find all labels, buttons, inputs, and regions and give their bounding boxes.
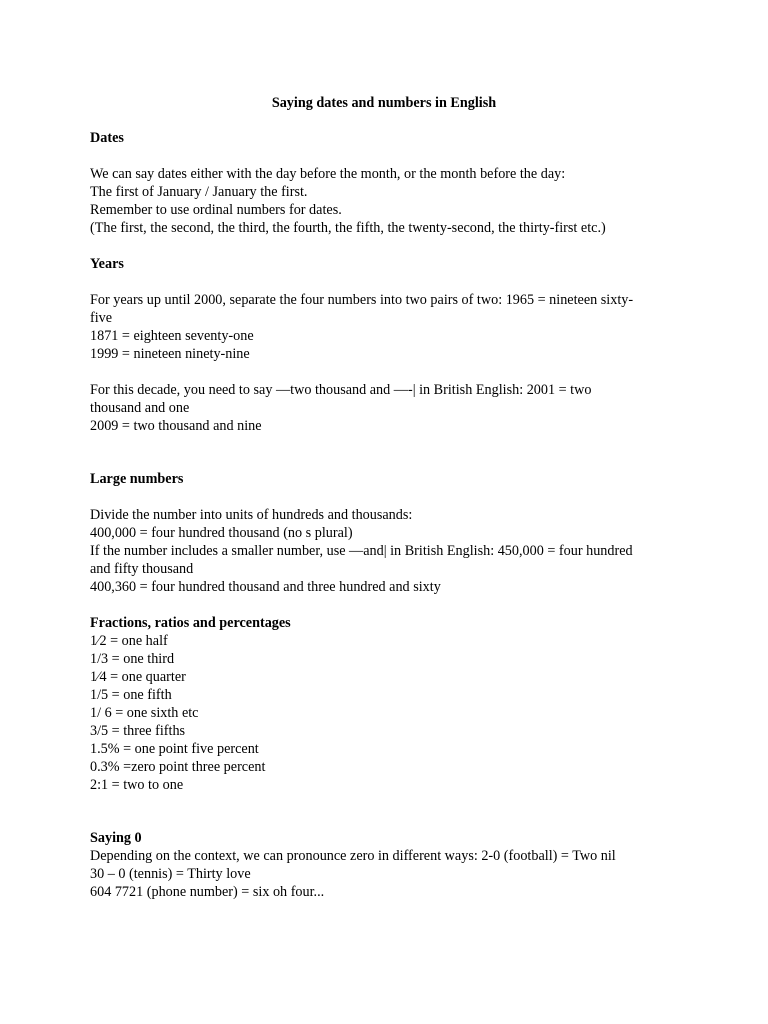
large-numbers-line-2: 400,000 = four hundred thousand (no s plural) xyxy=(90,525,353,541)
years-line-7: 2009 = two thousand and nine xyxy=(90,418,262,434)
fractions-line-3: 1⁄4 = one quarter xyxy=(90,669,186,685)
fractions-line-6: 3/5 = three fifths xyxy=(90,723,186,739)
zero-line-3: 604 7721 (phone number) = six oh four... xyxy=(90,884,325,900)
dates-line-3: Remember to use ordinal numbers for dates. xyxy=(90,202,342,218)
years-line-1: For years up until 2000, separate the four numbers into two pairs of two: 1965 = nineteen sixty- xyxy=(90,292,634,308)
zero-line-2: 30 – 0 (tennis) = Thirty love xyxy=(90,866,251,882)
fractions-line-5: 1/ 6 = one sixth etc xyxy=(90,705,199,721)
fractions-line-2: 1/3 = one third xyxy=(90,651,175,667)
fractions-line-1: 1⁄2 = one half xyxy=(90,633,168,649)
large-numbers-line-5: 400,360 = four hundred thousand and three hundred and sixty xyxy=(90,579,441,595)
years-line-4: 1999 = nineteen ninety-nine xyxy=(90,346,250,362)
fractions-line-4: 1/5 = one fifth xyxy=(90,687,172,703)
large-numbers-line-4: and fifty thousand xyxy=(90,561,194,577)
section-heading-fractions: Fractions, ratios and percentages xyxy=(90,615,291,631)
section-heading-dates: Dates xyxy=(90,130,124,146)
fractions-line-8: 0.3% =zero point three percent xyxy=(90,759,266,775)
fractions-line-7: 1.5% = one point five percent xyxy=(90,741,259,757)
large-numbers-line-1: Divide the number into units of hundreds and thousands: xyxy=(90,507,413,523)
years-line-3: 1871 = eighteen seventy-one xyxy=(90,328,254,344)
dates-line-1: We can say dates either with the day before the month, or the month before the day: xyxy=(90,166,566,182)
section-heading-large-numbers: Large numbers xyxy=(90,471,184,487)
large-numbers-line-3: If the number includes a smaller number, use —and| in British English: 450,000 = four hundred xyxy=(90,543,633,559)
years-line-5: For this decade, you need to say —two thousand and —-| in British English: 2001 = two xyxy=(90,382,592,398)
dates-line-4: (The first, the second, the third, the fourth, the fifth, the twenty-second, the thirty-first etc.) xyxy=(90,220,606,236)
years-line-2: five xyxy=(90,310,113,326)
document-title: Saying dates and numbers in English xyxy=(271,95,497,111)
fractions-line-9: 2:1 = two to one xyxy=(90,777,184,793)
section-heading-years: Years xyxy=(90,256,124,272)
years-line-6: thousand and one xyxy=(90,400,190,416)
section-heading-zero: Saying 0 xyxy=(90,830,142,846)
zero-line-1: Depending on the context, we can pronounce zero in different ways: 2-0 (football) = Two nil xyxy=(90,848,616,864)
dates-line-2: The first of January / January the first. xyxy=(90,184,308,200)
